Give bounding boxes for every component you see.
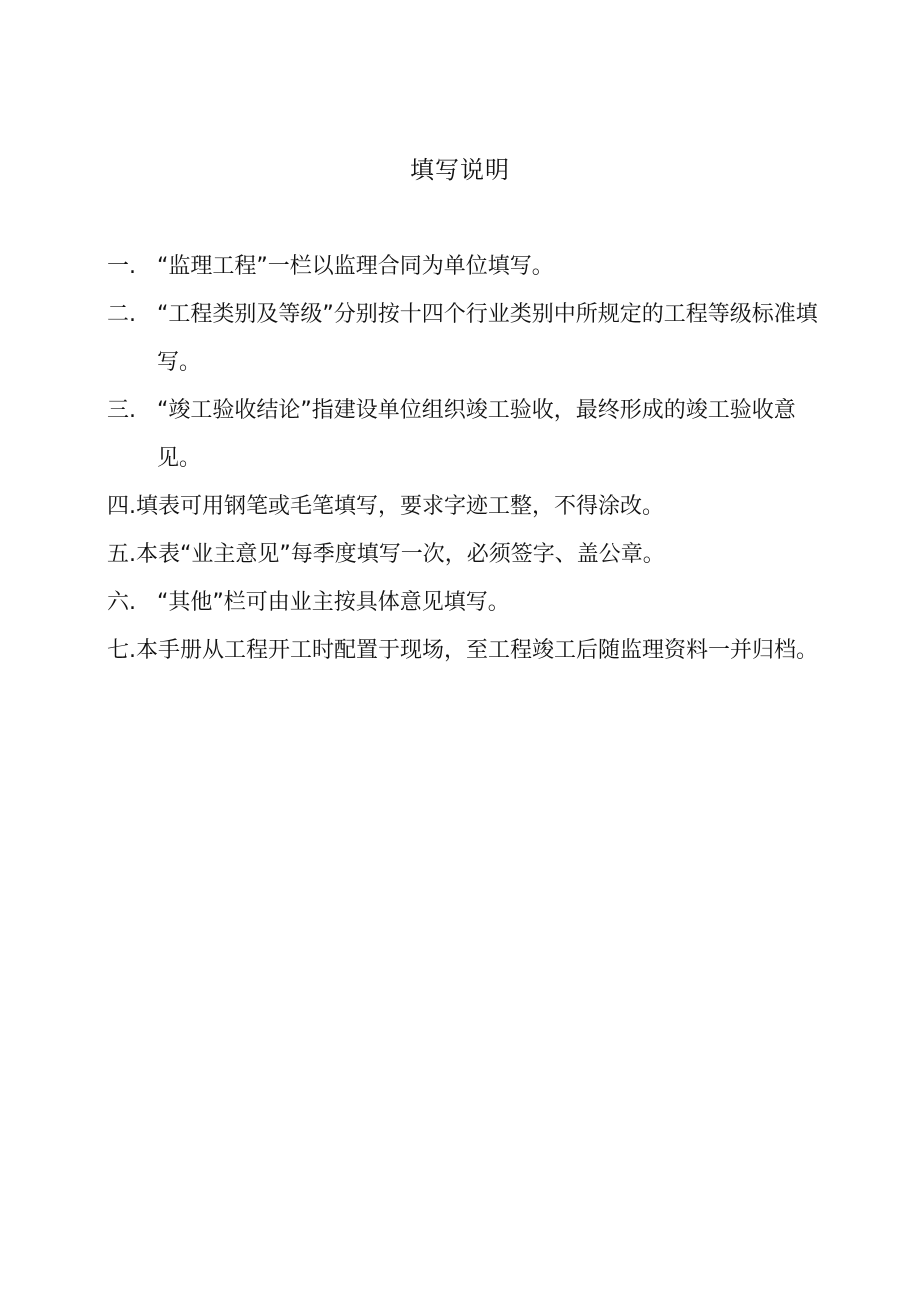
instruction-item-1 (107, 243, 819, 291)
instruction-item-4 (107, 483, 819, 531)
instruction-item-5 (107, 531, 819, 579)
instruction-item-3 (107, 387, 819, 483)
page-title: 填写说明 (410, 156, 510, 184)
item-text: 填表可用钢笔或毛笔填写，要求字迹工整，不得涂改。 (136, 494, 665, 519)
item-text: “其他”栏可由业主按具体意见填写。 (157, 590, 510, 615)
item-number: 七. (107, 638, 136, 663)
item-number: 一. (107, 254, 136, 279)
item-number: 三. (107, 398, 136, 423)
instruction-list (107, 243, 819, 675)
instruction-item-2 (107, 291, 819, 387)
item-text: “工程类别及等级”分别按十四个行业类别中所规定的工程等级标准填写。 (157, 302, 818, 375)
item-number: 二. (107, 302, 136, 327)
instruction-item-6 (107, 579, 819, 627)
item-number: 四. (107, 494, 136, 519)
item-text: “竣工验收结论”指建设单位组织竣工验收，最终形成的竣工验收意见。 (157, 398, 796, 471)
instruction-item-7 (107, 627, 819, 675)
item-number: 六. (107, 590, 136, 615)
item-text: 本表“业主意见”每季度填写一次，必须签字、盖公章。 (136, 542, 665, 567)
item-number: 五. (107, 542, 136, 567)
item-text: “监理工程”一栏以监理合同为单位填写。 (157, 254, 554, 279)
item-text: 本手册从工程开工时配置于现场，至工程竣工后随监理资料一并归档。 (136, 638, 819, 663)
